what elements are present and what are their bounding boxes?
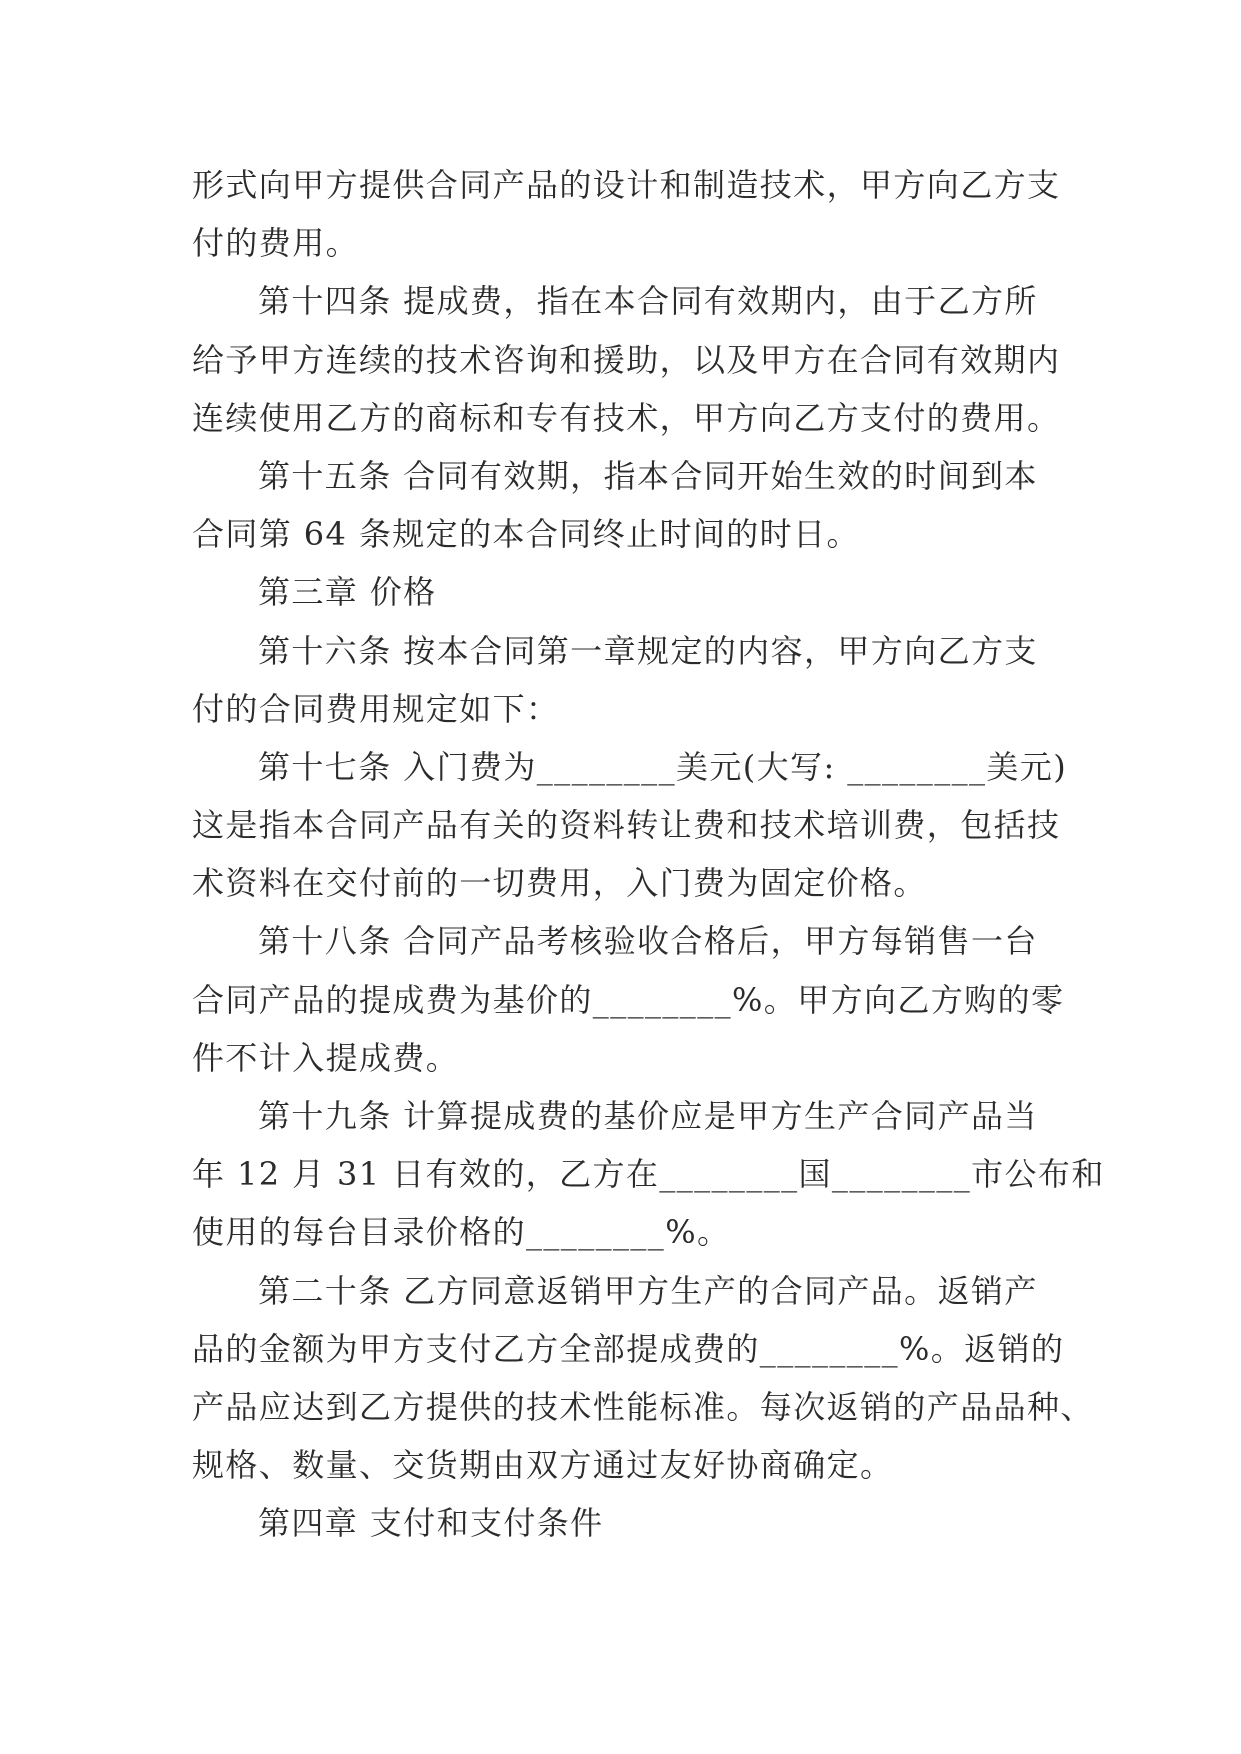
text-line: 形式向甲方提供合同产品的设计和制造技术，甲方向乙方支 [192,166,1061,204]
text-line: 给予甲方连续的技术咨询和援助，以及甲方在合同有效期内 [192,340,1061,379]
chapter-title: 第四章 支付和支付条件 [258,1504,604,1543]
paragraph-article-18 [192,912,1072,1087]
document-body [192,156,1105,1553]
paragraph-article-15 [192,447,1072,563]
chapter-title: 第三章 价格 [258,573,437,612]
text-line: 第十五条 合同有效期，指本合同开始生效的时间到本 [258,456,1038,495]
paragraph-article-17 [192,738,1072,913]
text-line: 第十六条 按本合同第一章规定的内容，甲方向乙方支 [258,631,1038,670]
text-line: 产品应达到乙方提供的技术性能标准。每次返销的产品品种、 [192,1387,1094,1426]
text-line: 合同第 64 条规定的本合同终止时间的时日。 [192,515,860,554]
paragraph-article-16 [192,622,1072,738]
paragraph-article-19 [192,1087,1105,1262]
text-line: 付的合同费用规定如下： [192,689,560,728]
paragraph-article-13-continued [192,156,1072,272]
text-line: 使用的每台目录价格的________%。 [192,1213,731,1252]
text-line: 品的金额为甲方支付乙方全部提成费的________%。返销的 [192,1329,1065,1368]
text-line: 这是指本合同产品有关的资料转让费和技术培训费，包括技 [192,806,1061,845]
text-line: 年 12 月 31 日有效的，乙方在________国________市公布和 [192,1155,1105,1194]
text-line: 术资料在交付前的一切费用，入门费为固定价格。 [192,864,927,903]
paragraph-article-20 [192,1262,1094,1495]
chapter-heading-4 [192,1494,1072,1552]
text-line: 付的费用。 [192,224,360,263]
text-line: 第二十条 乙方同意返销甲方生产的合同产品。返销产 [258,1271,1038,1310]
text-line: 连续使用乙方的商标和专有技术，甲方向乙方支付的费用。 [192,398,1061,437]
text-line: 第十九条 计算提成费的基价应是甲方生产合同产品当 [258,1097,1038,1135]
text-line: 第十七条 入门费为________美元(大写: ________美元) [258,747,1068,786]
text-line: 件不计入提成费。 [192,1038,460,1077]
chapter-heading-3 [192,563,1072,621]
text-line: 第十八条 合同产品考核验收合格后，甲方每销售一台 [258,922,1038,961]
paragraph-article-14 [192,272,1072,447]
text-line: 合同产品的提成费为基价的________%。甲方向乙方购的零 [192,980,1065,1019]
text-line: 第十四条 提成费，指在本合同有效期内，由于乙方所 [258,282,1038,321]
text-line: 规格、数量、交货期由双方通过友好协商确定。 [192,1446,894,1485]
